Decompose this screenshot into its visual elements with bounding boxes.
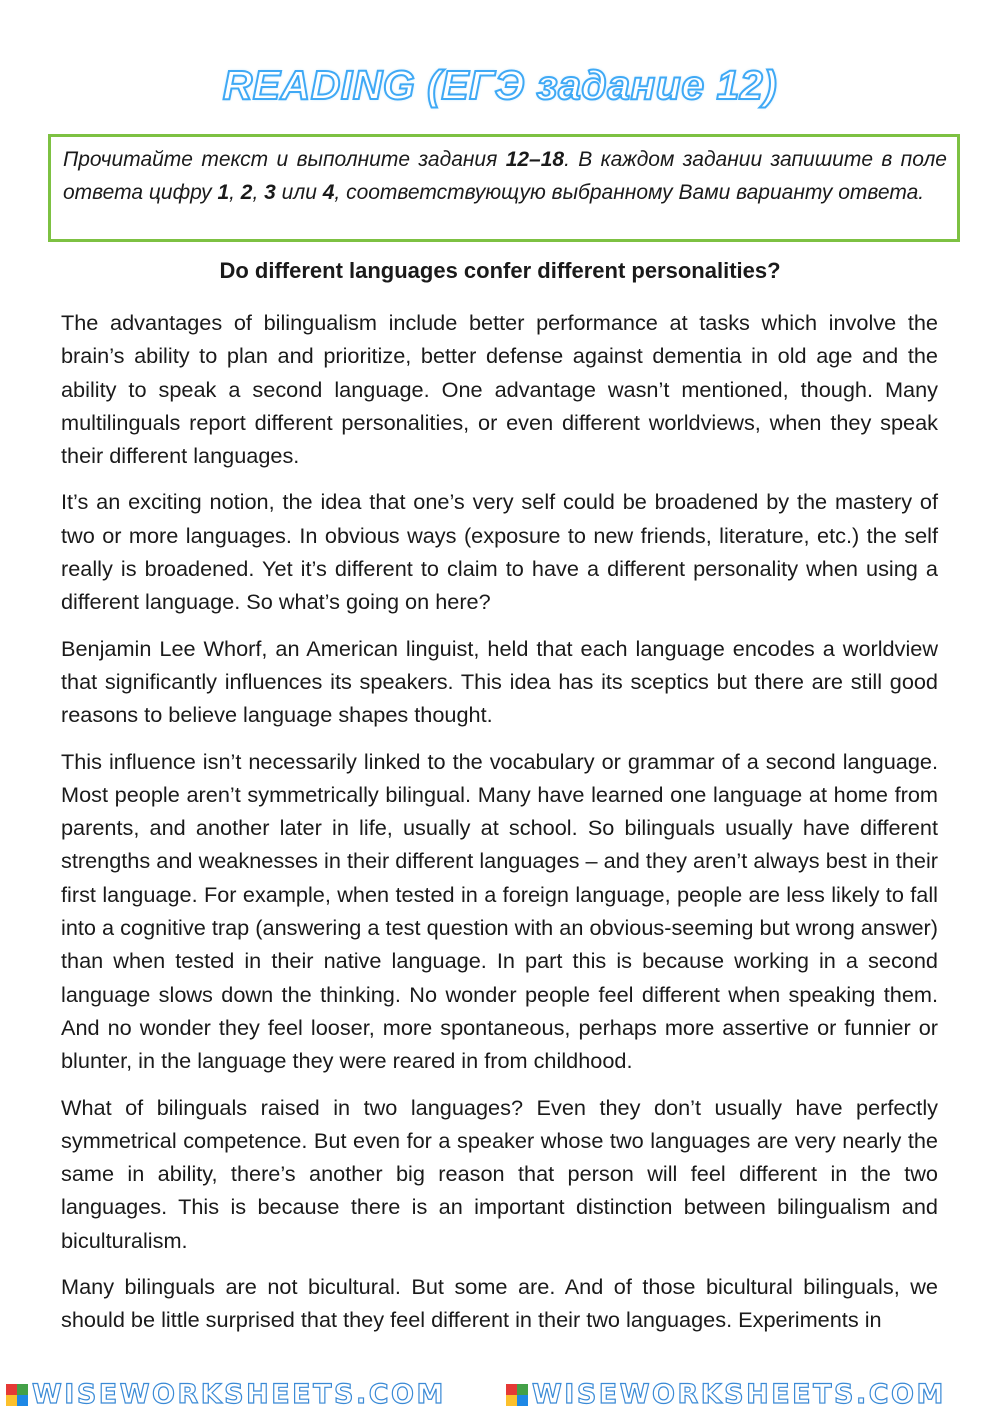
article-body — [61, 306, 938, 1350]
logo-square — [6, 1395, 17, 1406]
footer-brand-text: WISEWORKSHEETS.COM — [532, 1379, 946, 1410]
footer-watermark — [0, 1376, 1000, 1413]
instructions-box — [48, 134, 960, 242]
instructions-text: . В каждом задании запишите в поле ответа цифру — [63, 148, 947, 204]
instructions-text: Прочитайте текст и выполните задания — [63, 148, 506, 171]
wiseworksheets-logo-icon — [6, 1384, 28, 1406]
page-title: READING (ЕГЭ задание 12) — [222, 62, 778, 108]
task-range: 12–18 — [505, 148, 565, 171]
option-number: 4 — [322, 181, 335, 204]
article-paragraph: Many bilinguals are not bicultural. But some are. And of those bicultural bilinguals, we should be little surprised that they feel different in their two languages. Experiments in — [61, 1274, 938, 1333]
article-paragraph: It’s an exciting notion, the idea that one’s very self could be broadened by the mastery of two or more languages. In obvious ways (exposure to new friends, literature, etc.) the self really is broadened. Yet it’s different to claim to have a different personality when using a different language. So what’s going on here? — [61, 489, 938, 615]
logo-square — [17, 1384, 28, 1395]
footer-brand — [500, 1376, 1000, 1413]
article-paragraph: Benjamin Lee Whorf, an American linguist, held that each language encodes a worldview that significantly influences its speakers. This idea has its sceptics but there are still good reasons to believe language shapes thought. — [61, 635, 938, 728]
wiseworksheets-logo-icon — [506, 1384, 528, 1406]
logo-square — [506, 1384, 517, 1395]
logo-square — [506, 1395, 517, 1406]
logo-square — [517, 1395, 528, 1406]
instructions-text: или — [275, 181, 323, 204]
logo-square — [6, 1384, 17, 1395]
logo-square — [517, 1384, 528, 1395]
footer-brand — [0, 1376, 500, 1413]
footer-brand-text: WISEWORKSHEETS.COM — [32, 1379, 446, 1410]
article-paragraph: What of bilinguals raised in two languages? Even they don’t usually have perfectly symmetrical competence. But even for a speaker whose two languages are very nearly the same in ability, there’s another big reason that person will feel different in the two languages. This is because there is an important distinction between bilingualism and biculturalism. — [61, 1094, 938, 1253]
separator: , — [229, 181, 241, 204]
option-number: 1 — [217, 181, 230, 204]
logo-square — [17, 1395, 28, 1406]
separator: , — [252, 181, 265, 204]
option-number: 2 — [240, 181, 253, 204]
option-number: 3 — [264, 181, 276, 204]
article-heading: Do different languages confer different personalities? — [219, 258, 781, 283]
article-paragraph: The advantages of bilingualism include better performance at tasks which involve the brain’s ability to plan and prioritize, better defense against dementia in old age and the ability to speak a second language. One advantage wasn’t mentioned, though. Many multilinguals report different personalities, or even different worldviews, when they speak their different languages. — [61, 310, 938, 469]
instructions-text: , соответствующую выбранному Вами варианту ответа. — [334, 181, 925, 204]
article-paragraph: This influence isn’t necessarily linked to the vocabulary or grammar of a second language. Most people aren’t symmetrically bilingual. Many have learned one language at home from parents, and another later in life, usually at school. So bilinguals usually have different strengths and weaknesses in their different languages – and they aren’t always best in their first language. For example, when tested in a foreign language, people are less likely to fall into a cognitive trap (answering a test question with an obvious-seeming but wrong answer) than when tested in their native language. In part this is because working in a second language slows down the thinking. No wonder people feel different when speaking them. And no wonder they feel looser, more spontaneous, perhaps more assertive or funnier or blunter, in the language they were reared in from childhood. — [61, 748, 938, 1074]
